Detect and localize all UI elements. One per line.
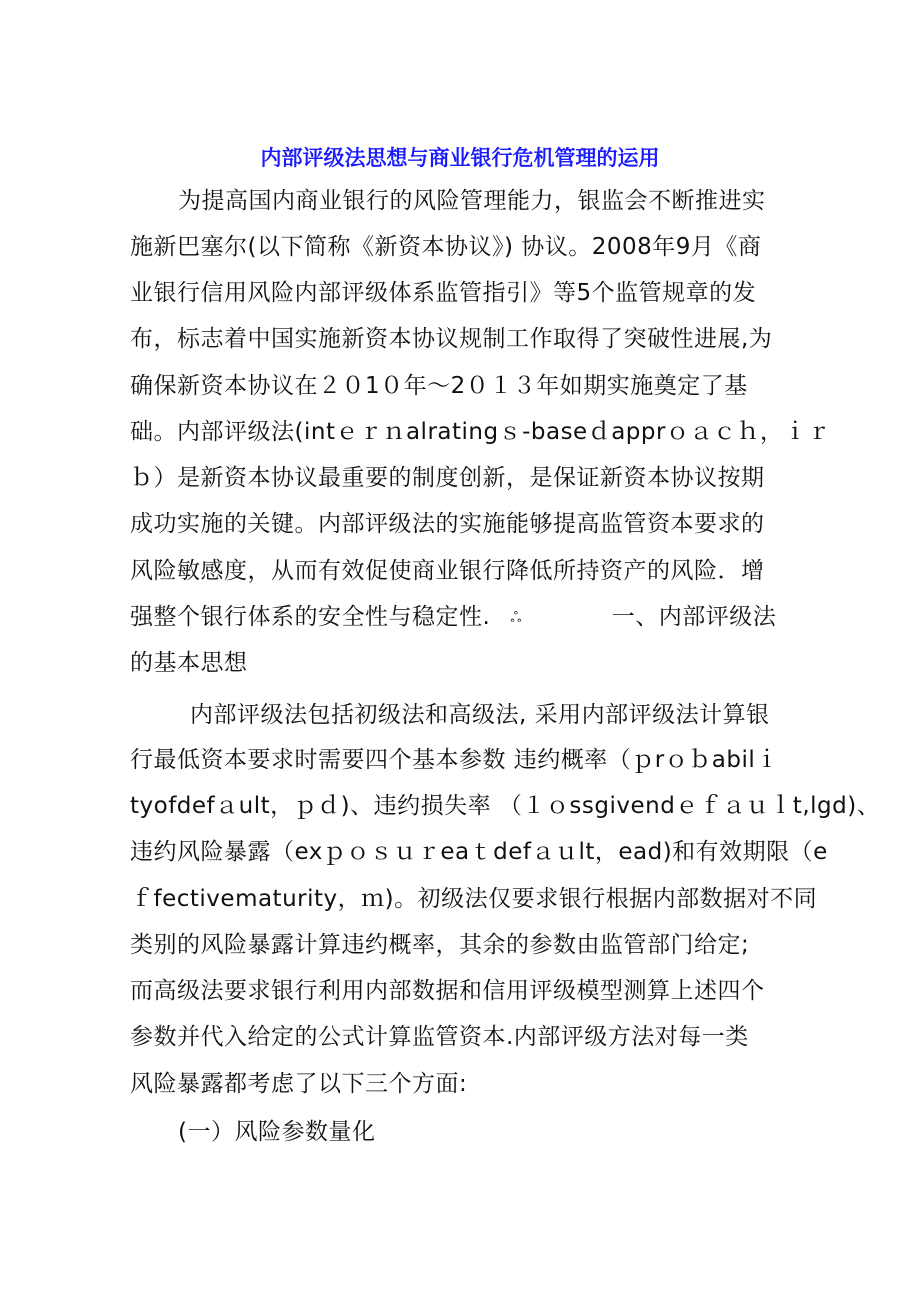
paragraph-line: 的基本思想 [130,650,248,676]
paragraph-line: tyofdefａult，ｐｄ)、违约损失率 （１ｏssgivendｅｆａｕｌt,lgd)、 [130,793,881,819]
paragraph-line: 风险暴露都考虑了以下三个方面: [130,1071,468,1097]
paragraph-line: 布，标志着中国实施新资本协议规制工作取得了突破性进展,为 [130,326,773,352]
document-title: 内部评级法思想与商业银行危机管理的运用 [260,146,660,170]
paragraph-line: ｂ）是新资本协议最重要的制度创新，是保证新资本协议按期 [130,465,765,491]
paragraph-line-text: 强整个银行体系的安全性与稳定性. [130,604,491,630]
paragraph-line: 违约风险暴露（exｐｏｓｕｒeaｔdefａｕlt，ead)和有效期限（e [130,839,828,865]
paragraph-line: 础。内部评级法(intｅｒｎalratingｓ-baseｄapprｏａｃｈ，ｉｒ [130,419,831,445]
paragraph-line: 内部评级法包括初级法和高级法, 采用内部评级法计算银 [190,702,770,728]
paragraph-line: 风险敏感度，从而有效促使商业银行降低所持资产的风险．增 [130,558,765,584]
paragraph-line: 成功实施的关键。内部评级法的实施能够提高监管资本要求的 [130,511,765,537]
paragraph-line: 确保新资本协议在２０1０年～2０１３年如期实施奠定了基 [130,373,748,399]
paragraph-line: 施新巴塞尔(以下简称《新资本协议》) 协议。2008年9月《商 [130,234,762,260]
paragraph-line: 类别的风险暴露计算违约概率，其余的参数由监管部门给定; [130,932,750,958]
paragraph-line: 为提高国内商业银行的风险管理能力，银监会不断推进实 [178,188,766,214]
paragraph-line-with-heading [130,602,776,633]
triangle-dots-mark: ஃ [510,609,522,626]
paragraph-line: ｆfectivematurity，ｍ)。初级法仅要求银行根据内部数据对不同 [130,886,818,912]
paragraph-line: 参数并代入给定的公式计算监管资本.内部评级方法对每一类 [130,1024,749,1050]
section-heading: 一、内部评级法 [611,604,777,630]
paragraph-line: 而高级法要求银行利用内部数据和信用评级模型测算上述四个 [130,978,765,1004]
paragraph-line: 行最低资本要求时需要四个基本参数 违约概率（ｐrｏｂabilｉ [130,747,779,773]
subsection-heading: (一）风险参数量化 [178,1119,376,1145]
paragraph-line: 业银行信用风险内部评级体系监管指引》等5个监管规章的发 [130,280,757,306]
